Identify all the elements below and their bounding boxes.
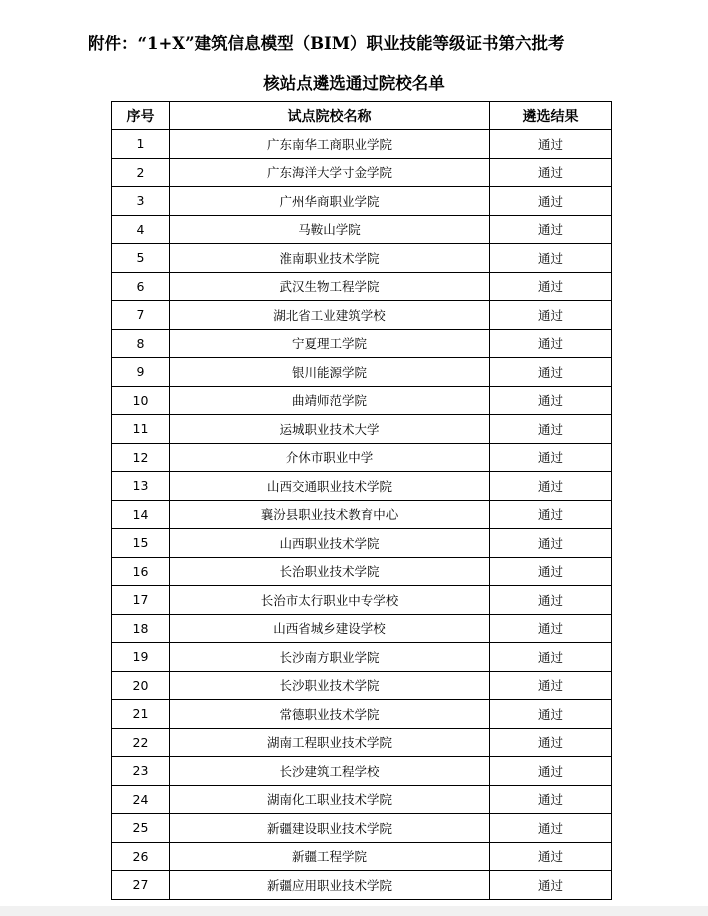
school-name-cell: 常德职业技术学院 (170, 700, 490, 729)
result-cell: 通过 (490, 358, 612, 387)
school-name-cell: 襄汾县职业技术教育中心 (170, 500, 490, 529)
school-name-cell: 长治市太行职业中专学校 (170, 586, 490, 615)
row-number-cell: 23 (112, 757, 170, 786)
column-header-school-name: 试点院校名称 (170, 102, 490, 130)
row-number-cell: 8 (112, 329, 170, 358)
result-cell: 通过 (490, 443, 612, 472)
table-body (112, 130, 612, 900)
viewer-bottom-edge (0, 906, 708, 916)
table-row (112, 272, 612, 301)
school-name-cell: 介休市职业中学 (170, 443, 490, 472)
table-row (112, 671, 612, 700)
school-name-cell: 湖北省工业建筑学校 (170, 301, 490, 330)
result-cell: 通过 (490, 814, 612, 843)
row-number-cell: 11 (112, 415, 170, 444)
table-row (112, 814, 612, 843)
school-name-cell: 曲靖师范学院 (170, 386, 490, 415)
table-row (112, 500, 612, 529)
row-number-cell: 15 (112, 529, 170, 558)
table-row (112, 244, 612, 273)
row-number-cell: 26 (112, 842, 170, 871)
table-row (112, 472, 612, 501)
table-row (112, 215, 612, 244)
table-row (112, 386, 612, 415)
row-number-cell: 20 (112, 671, 170, 700)
school-name-cell: 湖南工程职业技术学院 (170, 728, 490, 757)
result-cell: 通过 (490, 785, 612, 814)
school-name-cell: 马鞍山学院 (170, 215, 490, 244)
school-name-cell: 长沙职业技术学院 (170, 671, 490, 700)
table-header-row (112, 102, 612, 130)
row-number-cell: 6 (112, 272, 170, 301)
table-row (112, 728, 612, 757)
school-name-cell: 武汉生物工程学院 (170, 272, 490, 301)
result-cell: 通过 (490, 671, 612, 700)
school-name-cell: 长沙建筑工程学校 (170, 757, 490, 786)
school-name-cell: 宁夏理工学院 (170, 329, 490, 358)
result-cell: 通过 (490, 614, 612, 643)
result-cell: 通过 (490, 472, 612, 501)
school-name-cell: 新疆建设职业技术学院 (170, 814, 490, 843)
school-name-cell: 运城职业技术大学 (170, 415, 490, 444)
result-cell: 通过 (490, 500, 612, 529)
row-number-cell: 27 (112, 871, 170, 900)
row-number-cell: 22 (112, 728, 170, 757)
school-name-cell: 湖南化工职业技术学院 (170, 785, 490, 814)
table-row (112, 557, 612, 586)
result-cell: 通过 (490, 529, 612, 558)
result-cell: 通过 (490, 158, 612, 187)
table-row (112, 643, 612, 672)
document-title-line-2: 核站点遴选通过院校名单 (263, 74, 445, 93)
result-cell: 通过 (490, 386, 612, 415)
result-cell: 通过 (490, 272, 612, 301)
row-number-cell: 14 (112, 500, 170, 529)
column-header-result: 遴选结果 (490, 102, 612, 130)
school-name-cell: 新疆应用职业技术学院 (170, 871, 490, 900)
result-cell: 通过 (490, 700, 612, 729)
result-cell: 通过 (490, 329, 612, 358)
row-number-cell: 24 (112, 785, 170, 814)
document-title-line-1: 附件：“1+X”建筑信息模型（BIM）职业技能等级证书第六批考 (88, 34, 565, 53)
row-number-cell: 19 (112, 643, 170, 672)
table-row (112, 187, 612, 216)
row-number-cell: 16 (112, 557, 170, 586)
result-cell: 通过 (490, 757, 612, 786)
table-row (112, 301, 612, 330)
approved-schools-table (111, 101, 612, 900)
table-row (112, 443, 612, 472)
row-number-cell: 7 (112, 301, 170, 330)
result-cell: 通过 (490, 557, 612, 586)
result-cell: 通过 (490, 301, 612, 330)
school-name-cell: 山西职业技术学院 (170, 529, 490, 558)
row-number-cell: 17 (112, 586, 170, 615)
result-cell: 通过 (490, 244, 612, 273)
table-row (112, 871, 612, 900)
table-row (112, 586, 612, 615)
school-name-cell: 山西省城乡建设学校 (170, 614, 490, 643)
table-row (112, 700, 612, 729)
row-number-cell: 5 (112, 244, 170, 273)
row-number-cell: 25 (112, 814, 170, 843)
row-number-cell: 10 (112, 386, 170, 415)
table-row (112, 757, 612, 786)
school-name-cell: 山西交通职业技术学院 (170, 472, 490, 501)
school-name-cell: 银川能源学院 (170, 358, 490, 387)
result-cell: 通过 (490, 586, 612, 615)
row-number-cell: 3 (112, 187, 170, 216)
result-cell: 通过 (490, 728, 612, 757)
column-header-number: 序号 (112, 102, 170, 130)
table-row (112, 614, 612, 643)
school-name-cell: 长沙南方职业学院 (170, 643, 490, 672)
row-number-cell: 9 (112, 358, 170, 387)
result-cell: 通过 (490, 643, 612, 672)
result-cell: 通过 (490, 187, 612, 216)
result-cell: 通过 (490, 215, 612, 244)
school-name-cell: 广东海洋大学寸金学院 (170, 158, 490, 187)
table-row (112, 842, 612, 871)
row-number-cell: 12 (112, 443, 170, 472)
school-name-cell: 广州华商职业学院 (170, 187, 490, 216)
school-name-cell: 淮南职业技术学院 (170, 244, 490, 273)
row-number-cell: 13 (112, 472, 170, 501)
table-row (112, 785, 612, 814)
table-row (112, 329, 612, 358)
result-cell: 通过 (490, 415, 612, 444)
result-cell: 通过 (490, 130, 612, 159)
school-name-cell: 长治职业技术学院 (170, 557, 490, 586)
result-cell: 通过 (490, 842, 612, 871)
school-name-cell: 新疆工程学院 (170, 842, 490, 871)
table-row (112, 358, 612, 387)
row-number-cell: 2 (112, 158, 170, 187)
row-number-cell: 21 (112, 700, 170, 729)
table-row (112, 158, 612, 187)
table-row (112, 415, 612, 444)
result-cell: 通过 (490, 871, 612, 900)
table-row (112, 529, 612, 558)
row-number-cell: 1 (112, 130, 170, 159)
school-name-cell: 广东南华工商职业学院 (170, 130, 490, 159)
row-number-cell: 18 (112, 614, 170, 643)
table-row (112, 130, 612, 159)
row-number-cell: 4 (112, 215, 170, 244)
